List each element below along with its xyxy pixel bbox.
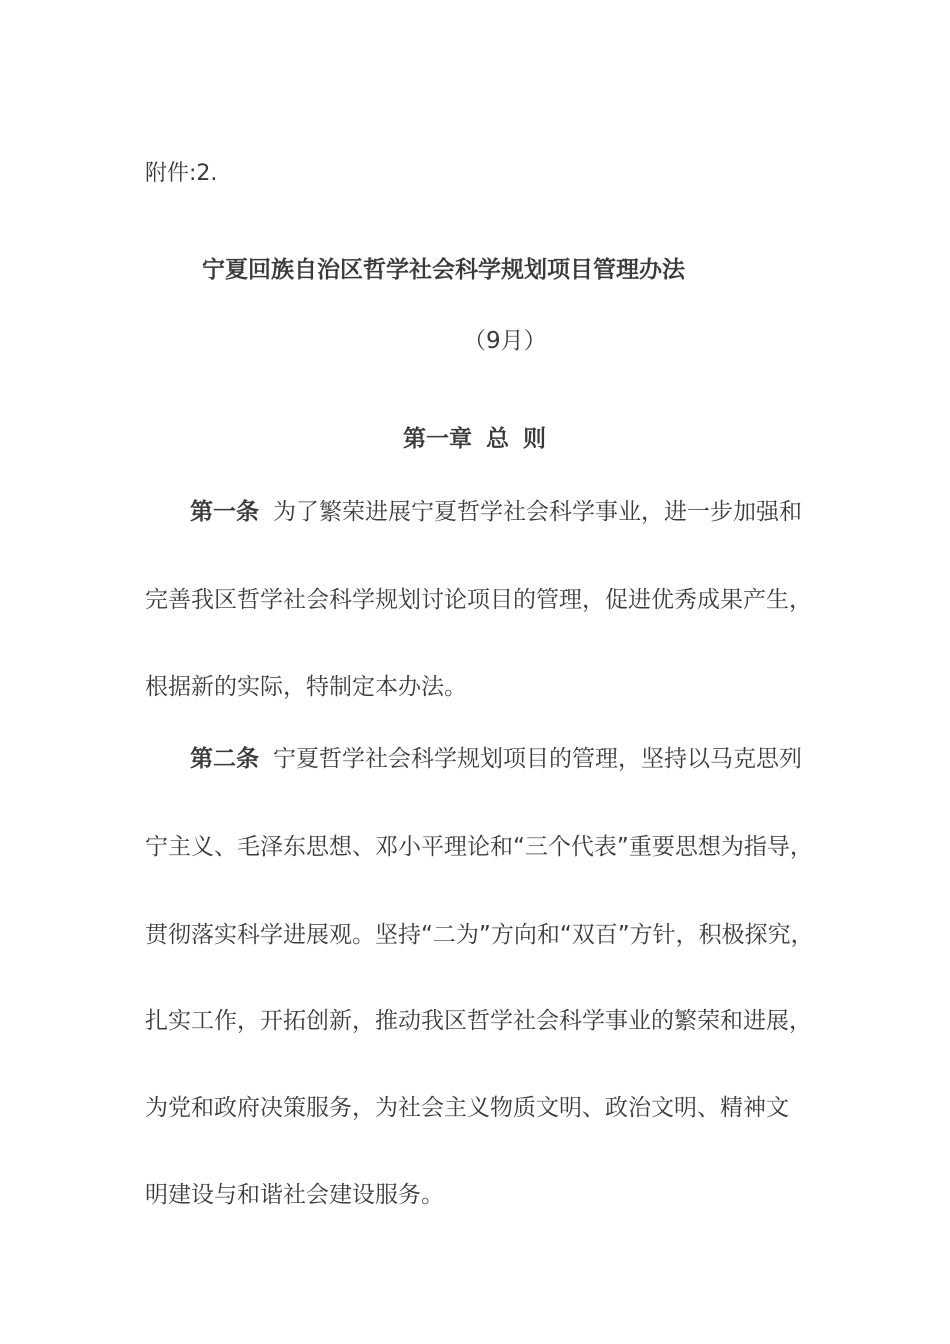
article-2-line-4: 扎实工作，开拓创新，推动我区哲学社会科学事业的繁荣和进展， bbox=[145, 1008, 812, 1034]
article-1-line-3: 根据新的实际，特制定本办法。 bbox=[145, 674, 467, 700]
article-2-text-1: 宁夏哲学社会科学规划项目的管理，坚持以马克思列 bbox=[273, 746, 802, 772]
article-2-line-2: 宁主义、毛泽东思想、邓小平理论和“三个代表”重要思想为指导， bbox=[145, 834, 813, 860]
chapter-name-2: 则 bbox=[523, 426, 546, 452]
chapter-number: 第一章 bbox=[403, 426, 472, 452]
article-1-line-2: 完善我区哲学社会科学规划讨论项目的管理，促进优秀成果产生， bbox=[145, 587, 812, 613]
document-date: （9月） bbox=[463, 328, 547, 354]
article-2-line-3: 贯彻落实科学进展观。坚持“二为”方向和“双百”方针，积极探究， bbox=[145, 922, 814, 948]
article-1-line-1 bbox=[190, 497, 802, 527]
article-1-text-1: 为了繁荣进展宁夏哲学社会科学事业，进一步加强和 bbox=[273, 499, 802, 525]
article-2-line-5: 为党和政府决策服务，为社会主义物质文明、政治文明、精神文 bbox=[145, 1095, 789, 1121]
chapter-heading bbox=[403, 424, 546, 454]
article-2-line-6: 明建设与和谐社会建设服务。 bbox=[145, 1182, 444, 1208]
article-2-line-1 bbox=[190, 744, 802, 774]
article-1-head: 第一条 bbox=[190, 499, 259, 525]
article-2-head: 第二条 bbox=[190, 746, 259, 772]
document-title: 宁夏回族自治区哲学社会科学规划项目管理办法 bbox=[202, 257, 685, 283]
chapter-name-1: 总 bbox=[486, 426, 509, 452]
attachment-label: 附件:2. bbox=[145, 161, 218, 186]
